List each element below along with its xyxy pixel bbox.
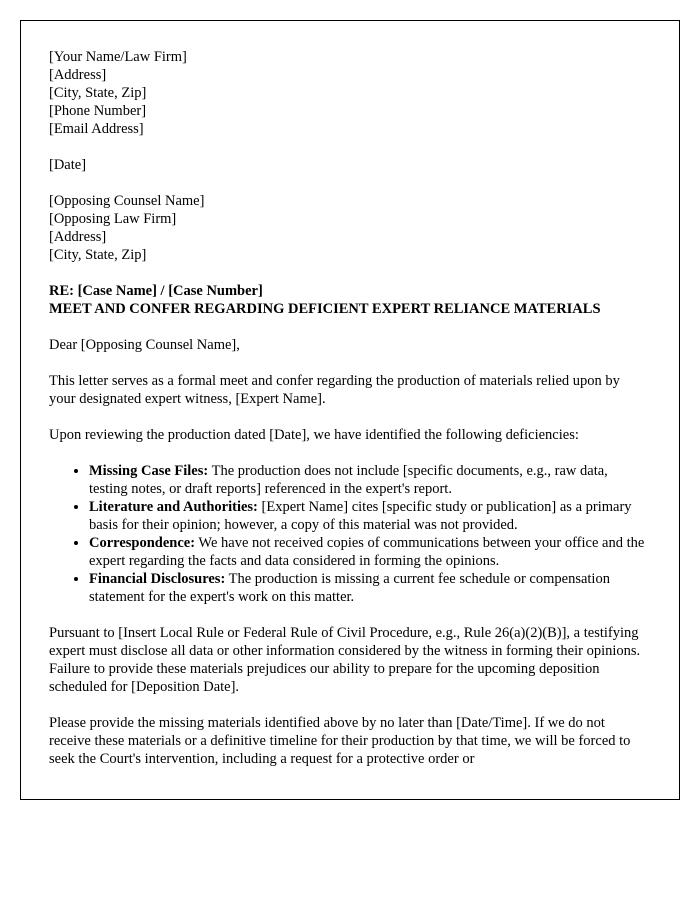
recipient-name-line: [Opposing Counsel Name]: [49, 193, 205, 209]
paragraph-deficiencies-intro: Upon reviewing the production dated [Date], we have identified the following deficiencies:: [49, 427, 579, 443]
list-item-correspondence: [89, 534, 649, 570]
sender-email-line: [Email Address]: [49, 121, 144, 137]
deficiency-list: [49, 462, 649, 606]
bullet-text: We have not received copies of communications between your office and the expert regarding the facts and data considered in forming the opinions.: [89, 535, 645, 569]
recipient-firm-line: [Opposing Law Firm]: [49, 211, 177, 227]
bullet-label: Correspondence:: [89, 535, 196, 551]
letter-page: [20, 20, 680, 800]
recipient-city-line: [City, State, Zip]: [49, 247, 147, 263]
recipient-address-line: [Address]: [49, 229, 107, 245]
bullet-text: The production does not include [specific documents, e.g., raw data, testing notes, or draft reports] referenced in the expert's report.: [89, 463, 608, 497]
salutation: Dear [Opposing Counsel Name],: [49, 337, 240, 353]
re-line: RE: [Case Name] / [Case Number]: [49, 283, 263, 299]
list-item-missing-case-files: [89, 462, 649, 498]
subject-line: MEET AND CONFER REGARDING DEFICIENT EXPERT RELIANCE MATERIALS: [49, 301, 601, 317]
bullet-text: [Expert Name] cites [specific study or publication] as a primary basis for their opinion; however, a copy of this material was not provided.: [89, 499, 632, 533]
sender-address-line: [Address]: [49, 67, 107, 83]
paragraph-intro: This letter serves as a formal meet and confer regarding the production of materials relied upon by your designated expert witness, [Expert Name].: [49, 373, 620, 407]
list-item-financial-disclosures: [89, 570, 649, 606]
recipient-block: [49, 192, 649, 264]
bullet-text: The production is missing a current fee schedule or compensation statement for the expert's work on this matter.: [89, 571, 610, 605]
bullet-label: Missing Case Files:: [89, 463, 209, 479]
sender-block: [49, 48, 649, 138]
bullet-label: Financial Disclosures:: [89, 571, 226, 587]
paragraph-deadline: Please provide the missing materials identified above by no later than [Date/Time]. If we do not receive these materials or a definitive timeline for their production by that time, we will be forced to seek the Court's intervention, including a request for a protective order or: [49, 715, 631, 767]
list-item-literature-authorities: [89, 498, 649, 534]
sender-phone-line: [Phone Number]: [49, 103, 147, 119]
date-line: [Date]: [49, 157, 87, 173]
paragraph-rule: Pursuant to [Insert Local Rule or Federal Rule of Civil Procedure, e.g., Rule 26(a)(2)(B)], a testifying expert must disclose all data or other information considered by the witness in forming their opinions. Failure to provide these materials prejudices our ability to prepare for the upcoming deposition scheduled for [Deposition Date].: [49, 625, 641, 695]
sender-name-line: [Your Name/Law Firm]: [49, 49, 187, 65]
sender-city-line: [City, State, Zip]: [49, 85, 147, 101]
bullet-label: Literature and Authorities:: [89, 499, 258, 515]
subject-block: [49, 282, 649, 318]
